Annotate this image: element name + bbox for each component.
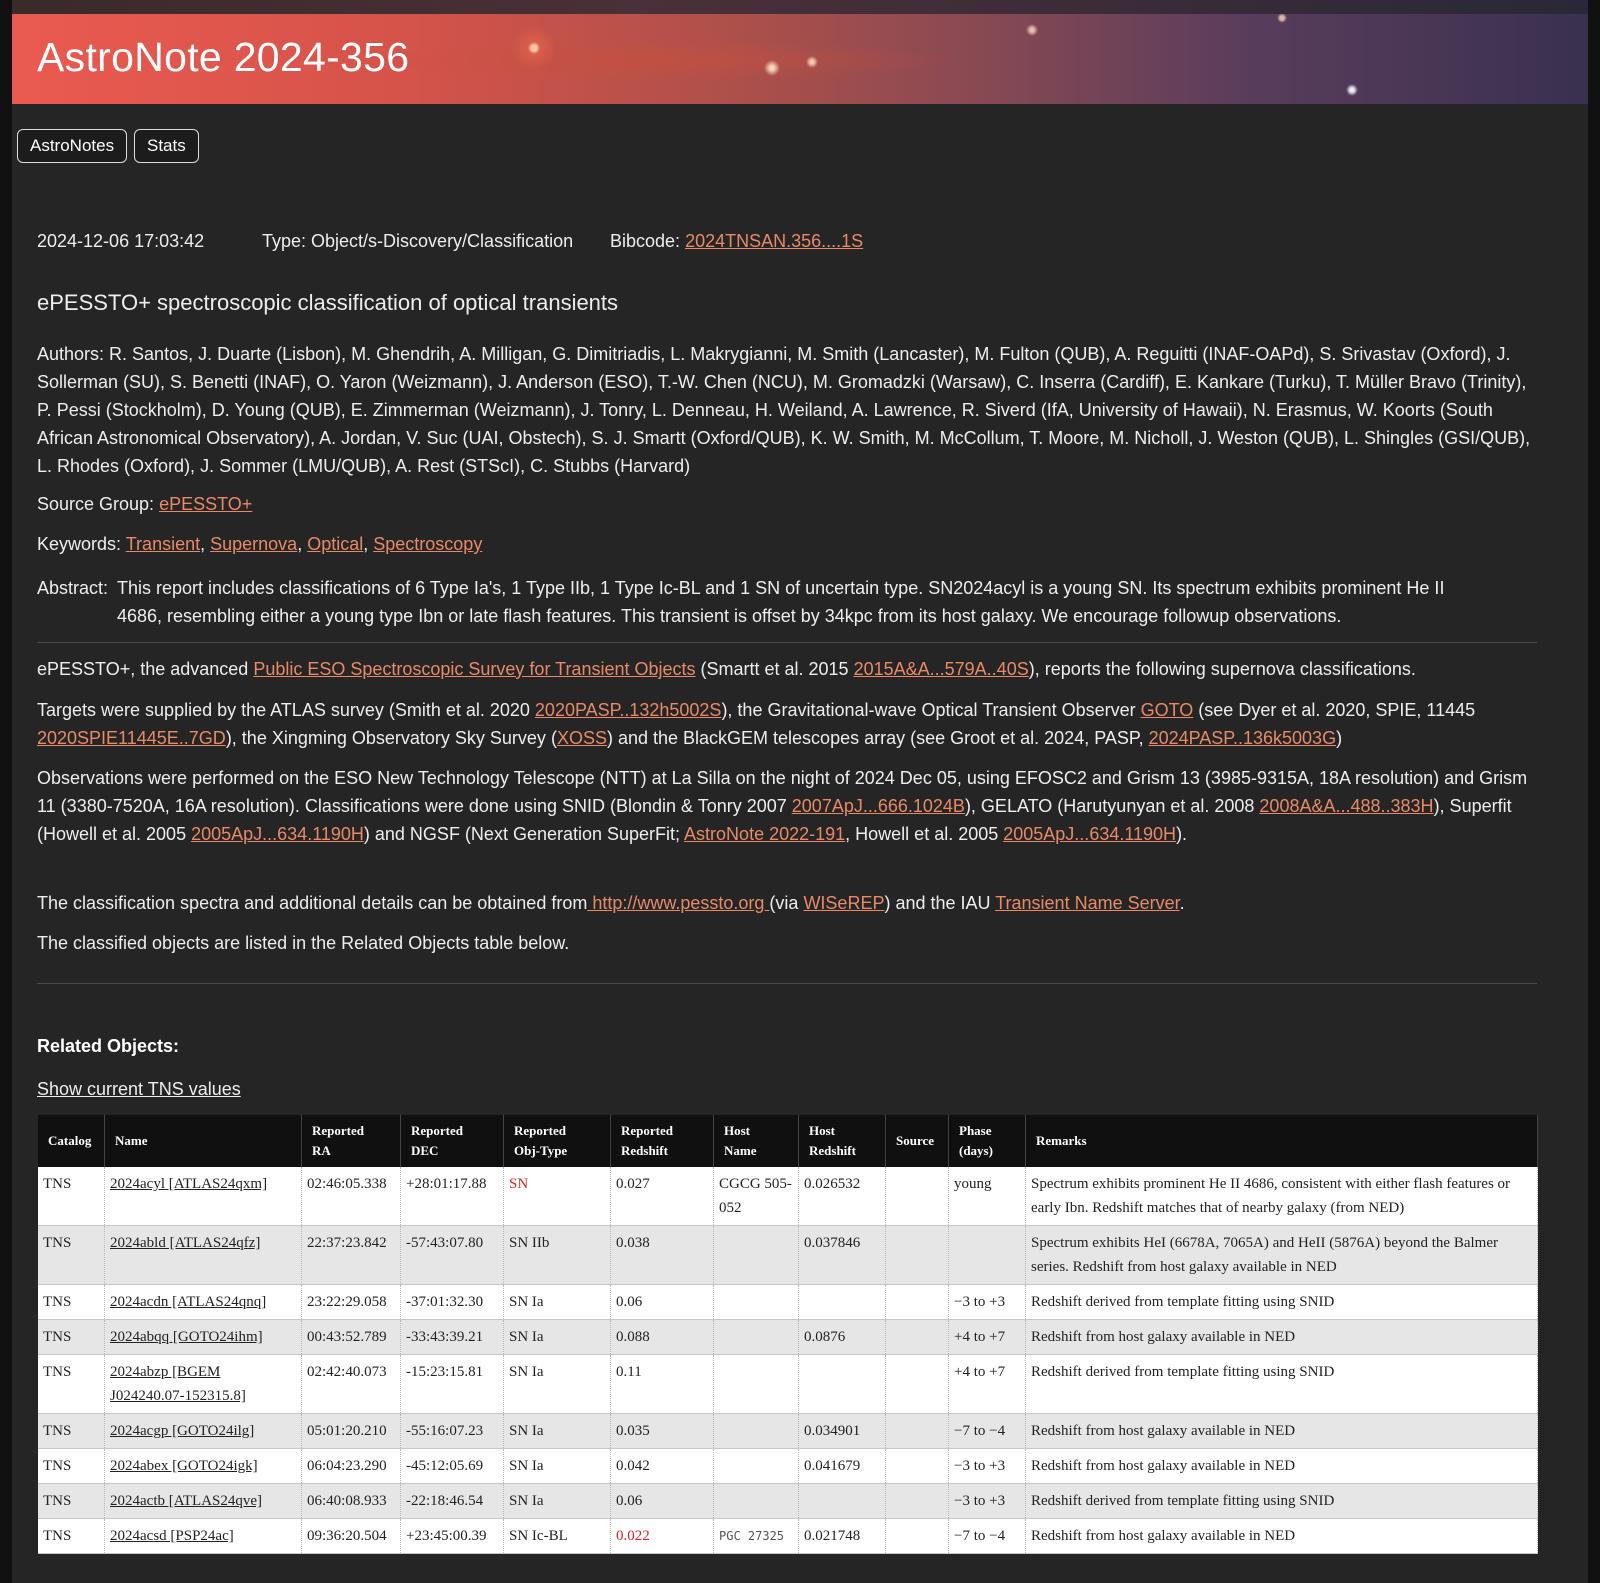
text: ), GELATO (Harutyunyan et al. 2008 [964,796,1260,816]
cell-name[interactable] [105,1519,302,1554]
text: (Smartt et al. 2015 [695,659,854,679]
col-host-redshift[interactable] [799,1115,886,1167]
cell-remarks: Redshift derived from template fitting using SNID [1026,1484,1538,1519]
object-name-link[interactable]: 2024abzp [BGEM J024240.07-152315.8] [110,1364,246,1404]
wiserep-link[interactable]: WISeREP [803,893,885,913]
cell-remarks: Redshift from host galaxy available in NED [1026,1320,1538,1355]
ref-link[interactable]: 2020PASP..132h5002S [534,700,722,720]
cell-objtype: SN Ic-BL [504,1519,611,1554]
divider [37,642,1537,643]
col-redshift[interactable] [611,1115,714,1167]
spectra-paragraph [37,889,1537,917]
keywords-label: Keywords: [37,534,122,554]
cell-catalog: TNS [38,1320,105,1355]
related-objects-heading: Related Objects: [37,1036,180,1056]
cell-catalog: TNS [38,1414,105,1449]
cell-objtype: SN Ia [504,1355,611,1414]
header-label: Name [724,1143,757,1158]
cell-remarks: Spectrum exhibits prominent He II 4686, consistent with either flash features or early Ibn. Redshift matches that of nearby galaxy (from NED) [1026,1167,1538,1226]
cell-ra: 22:37:23.842 [302,1226,401,1285]
cell-host-redshift: 0.041679 [799,1449,886,1484]
cell-remarks: Redshift from host galaxy available in NED [1026,1414,1538,1449]
header-label: Reported [621,1123,673,1138]
cell-catalog: TNS [38,1226,105,1285]
cell-redshift: 0.06 [611,1484,714,1519]
cell-dec: +23:45:00.39 [401,1519,504,1554]
divider [37,983,1537,984]
cell-host-redshift: 0.037846 [799,1226,886,1285]
cell-ra: 00:43:52.789 [302,1320,401,1355]
note-title: ePESSTO+ spectroscopic classification of optical transients [37,290,619,315]
abstract-text: This report includes classifications of 6 Type Ia's, 1 Type IIb, 1 Type Ic-BL and 1 SN of uncertain type. SN2024acyl is a young SN. Its spectrum exhibits prominent He II 4686, resembling either a young type Ibn or late flash features. This transient is offset by 34kpc from its host galaxy. We encourage followup observations. [117,578,1445,626]
cell-name[interactable] [105,1285,302,1320]
cell-host-redshift: 0.034901 [799,1414,886,1449]
table-row [38,1519,1538,1554]
header-label: Remarks [1036,1133,1087,1148]
object-name-link[interactable]: 2024abex [GOTO24igk] [110,1458,258,1474]
text: . [1179,893,1185,913]
cell-phase: young [949,1167,1026,1226]
cell-redshift: 0.038 [611,1226,714,1285]
cell-source [886,1414,949,1449]
cell-host-name [714,1414,799,1449]
cell-host-redshift [799,1355,886,1414]
text: ), reports the following supernova classifications. [1028,659,1416,679]
cell-host-name [714,1355,799,1414]
text: Observations were performed on the ESO New Technology Telescope (NTT) at La Silla on the night of 2024 Dec 05, using EFOSC2 and Grism 13 (3985-9315A, 18A resolution) and Grism 11 (3380-7520A, 16A resolution). Classifications were done using SNID (Blondin & Tonry 2007 [37,768,1528,816]
cell-host-redshift: 0.0876 [799,1320,886,1355]
cell-dec: +28:01:17.88 [401,1167,504,1226]
table-row [38,1285,1538,1320]
cell-phase: −7 to −4 [949,1414,1026,1449]
keyword-link[interactable]: Supernova [210,534,298,554]
cell-host-redshift: 0.026532 [799,1167,886,1226]
cell-redshift: 0.11 [611,1355,714,1414]
cell-name[interactable] [105,1320,302,1355]
col-remarks[interactable] [1026,1115,1538,1167]
cell-objtype: SN Ia [504,1414,611,1449]
xoss-link[interactable]: XOSS [556,728,607,748]
table-row [38,1484,1538,1519]
cell-catalog: TNS [38,1484,105,1519]
text: ), the Gravitational-wave Optical Transient Observer [721,700,1141,720]
cell-ra: 02:42:40.073 [302,1355,401,1414]
cell-ra: 05:01:20.210 [302,1414,401,1449]
cell-source [886,1226,949,1285]
cell-redshift: 0.022 [611,1519,714,1554]
ref-link[interactable]: 2024PASP..136k5003G [1148,728,1337,748]
source-group-label: Source Group: [37,494,155,514]
cell-redshift: 0.035 [611,1414,714,1449]
col-dec[interactable] [401,1115,504,1167]
text: ). [1176,824,1188,844]
table-row [38,1355,1538,1414]
cell-source [886,1449,949,1484]
show-tns-values-link[interactable]: Show current TNS values [37,1079,241,1099]
cell-phase: +4 to +7 [949,1355,1026,1414]
bibcode-row [610,231,863,252]
astronotes-button[interactable]: AstroNotes [17,129,127,163]
cell-objtype: SN IIb [504,1226,611,1285]
cell-name[interactable] [105,1226,302,1285]
stats-button[interactable]: Stats [134,129,199,163]
cell-ra: 06:40:08.933 [302,1484,401,1519]
text: ) and the IAU [884,893,996,913]
object-name-link[interactable]: 2024actb [ATLAS24qve] [110,1493,263,1509]
cell-dec: -22:18:46.54 [401,1484,504,1519]
object-name-link[interactable]: 2024acdn [ATLAS24qnq] [110,1294,267,1310]
header-label: Reported [514,1123,566,1138]
goto-link[interactable]: GOTO [1140,700,1194,720]
cell-catalog: TNS [38,1285,105,1320]
col-source[interactable] [886,1115,949,1167]
table-row [38,1414,1538,1449]
header-label: Host [809,1123,835,1138]
cell-name[interactable] [105,1484,302,1519]
cell-dec: -33:43:39.21 [401,1320,504,1355]
cell-name[interactable] [105,1414,302,1449]
cell-redshift: 0.027 [611,1167,714,1226]
cell-host-name [714,1285,799,1320]
table-header-row [38,1115,1538,1167]
col-host-name[interactable] [714,1115,799,1167]
bibcode-link[interactable]: 2024TNSAN.356....1S [685,231,864,251]
cell-ra: 02:46:05.338 [302,1167,401,1226]
table-row [38,1167,1538,1226]
text: ), Superfit (Howell et al. 2005 [37,796,1512,844]
text: ) and the BlackGEM telescopes array (see Groot et al. 2024, PASP, [606,728,1149,748]
cell-source [886,1285,949,1320]
header-label: Redshift [809,1143,856,1158]
cell-source [886,1320,949,1355]
cell-phase: −3 to +3 [949,1484,1026,1519]
header-label: Catalog [48,1133,92,1148]
cell-name[interactable] [105,1355,302,1414]
cell-dec: -57:43:07.80 [401,1226,504,1285]
header-label: Redshift [621,1143,668,1158]
header-banner [12,0,1588,104]
keyword-link[interactable]: Spectroscopy [373,534,483,554]
cell-host-redshift: 0.021748 [799,1519,886,1554]
col-name[interactable] [105,1115,302,1167]
cell-source [886,1519,949,1554]
text: , Howell et al. 2005 [845,824,1004,844]
source-group-row [37,490,1537,518]
cell-ra: 06:04:23.290 [302,1449,401,1484]
cell-objtype: SN Ia [504,1449,611,1484]
object-name-link[interactable]: 2024acsd [PSP24ac] [110,1528,234,1544]
abstract [37,574,1537,630]
ref-link[interactable]: 2008A&A...488..383H [1259,796,1434,816]
header-label: Reported [411,1123,463,1138]
banner-top-strip [12,0,1588,14]
object-name-link[interactable]: 2024abld [ATLAS24qfz] [110,1235,261,1251]
text: ) and NGSF (Next Generation SuperFit; [363,824,685,844]
object-name-link[interactable]: 2024acgp [GOTO24ilg] [110,1423,255,1439]
cell-host-redshift [799,1285,886,1320]
cell-phase [949,1226,1026,1285]
table-row [38,1226,1538,1285]
header-label: RA [312,1143,331,1158]
listed-paragraph: The classified objects are listed in the Related Objects table below. [37,933,570,953]
cell-host-redshift [799,1484,886,1519]
intro-paragraph [37,655,1537,683]
cell-phase: +4 to +7 [949,1320,1026,1355]
cell-remarks: Redshift from host galaxy available in NED [1026,1449,1538,1484]
cell-host-name: PGC 27325 [714,1519,799,1554]
cell-objtype: SN Ia [504,1484,611,1519]
col-phase[interactable] [949,1115,1026,1167]
object-name-link[interactable]: 2024acyl [ATLAS24qxm] [110,1176,268,1192]
cell-remarks: Redshift from host galaxy available in NED [1026,1519,1538,1554]
ref-link[interactable]: 2020SPIE11445E..7GD [37,728,226,748]
pessto-survey-link[interactable]: Public ESO Spectroscopic Survey for Transient Objects [253,659,696,679]
cell-remarks: Redshift derived from template fitting using SNID [1026,1355,1538,1414]
cell-source [886,1167,949,1226]
cell-name[interactable] [105,1449,302,1484]
table-row [38,1320,1538,1355]
text: ) [1336,728,1343,748]
header-label: DEC [411,1143,439,1158]
source-group-link[interactable]: ePESSTO+ [159,494,253,514]
cell-host-name [714,1449,799,1484]
cell-dec: -15:23:15.81 [401,1355,504,1414]
astronote-link[interactable]: AstroNote 2022-191 [684,824,846,844]
cell-objtype: SN Ia [504,1285,611,1320]
ref-link[interactable]: 2005ApJ...634.1190H [1003,824,1177,844]
text: (via [769,893,804,913]
header-label: Host [724,1123,750,1138]
cell-source [886,1355,949,1414]
col-catalog[interactable] [38,1115,105,1167]
cell-phase: −3 to +3 [949,1285,1026,1320]
cell-objtype: SN [504,1167,611,1226]
keyword-link[interactable]: Transient [125,534,201,554]
text: ), the Xingming Observatory Sky Survey ( [225,728,557,748]
cell-catalog: TNS [38,1449,105,1484]
object-name-link[interactable]: 2024abqq [GOTO24ihm] [110,1329,263,1345]
bibcode-label: Bibcode: [610,231,681,251]
cell-redshift: 0.06 [611,1285,714,1320]
header-label: (days) [959,1143,993,1158]
cell-host-name: CGCG 505-052 [714,1167,799,1226]
ref-link[interactable]: 2015A&A...579A..40S [853,659,1029,679]
header-label: Source [896,1133,935,1148]
cell-objtype: SN Ia [504,1320,611,1355]
cell-source [886,1484,949,1519]
authors: Authors: R. Santos, J. Duarte (Lisbon), M. Ghendrih, A. Milligan, G. Dimitriadis, L. Makrygianni, M. Smith (Lancaster), M. Fulton (QUB), A. Reguitti (INAF-OAPd), S. Srivastav (Oxford), J. Sollerman (SU), S. Benetti (INAF), O. Yaron (Weizmann), J. Anderson (ESO), T.-W. Chen (NCU), M. Gromadzki (Warsaw), C. Inserra (Cardiff), E. Kankare (Turku), T. Müller Bravo (Trinity), P. Pessi (Stockholm), D. Young (QUB), E. Zimmerman (Weizmann), J. Tonry, L. Denneau, H. Weiland, A. Lawrence, R. Siverd (IfA, University of Hawaii), N. Erasmus, W. Koorts (South African Astronomical Observatory), A. Jordan, V. Suc (UAI, Obstech), S. J. Smartt (Oxford/QUB), K. W. Smith, M. McCollum, T. Moore, M. Nicholl, J. Weston (QUB), L. Shingles (GSI/QUB), L. Rhodes (Oxford), J. Sommer (LMU/QUB), A. Rest (STScI), C. Stubbs (Harvard) [37,344,1531,476]
text: ePESSTO+, the advanced [37,659,254,679]
cell-catalog: TNS [38,1355,105,1414]
cell-remarks: Redshift derived from template fitting using SNID [1026,1285,1538,1320]
header-label: Reported [312,1123,364,1138]
cell-dec: -55:16:07.23 [401,1414,504,1449]
text: (see Dyer et al. 2020, SPIE, 11445 [1193,700,1476,720]
keyword-link[interactable]: Optical [307,534,364,554]
cell-phase: −7 to −4 [949,1519,1026,1554]
cell-host-name [714,1320,799,1355]
note-type: Type: Object/s-Discovery/Classification [262,231,574,251]
page-title: AstroNote 2024-356 [37,34,410,80]
text: The classification spectra and additional details can be obtained from [37,893,588,913]
col-objtype[interactable] [504,1115,611,1167]
cell-host-name [714,1484,799,1519]
cell-redshift: 0.042 [611,1449,714,1484]
ref-link[interactable]: 2007ApJ...666.1024B [791,796,965,816]
col-ra[interactable] [302,1115,401,1167]
cell-remarks: Spectrum exhibits HeI (6678A, 7065A) and HeII (5876A) beyond the Balmer series. Redshift from host galaxy available in NED [1026,1226,1538,1285]
header-label: Obj-Type [514,1143,568,1158]
abstract-label: Abstract: [37,578,109,598]
page-frame [12,0,1588,1583]
cell-host-name [714,1226,799,1285]
ref-link[interactable]: 2005ApJ...634.1190H [191,824,364,844]
cell-dec: -37:01:32.30 [401,1285,504,1320]
header-label: Name [115,1133,148,1148]
pessto-url-link[interactable]: http://www.pessto.org [587,893,770,913]
text: Targets were supplied by the ATLAS survey (Smith et al. 2020 [37,700,535,720]
cell-redshift: 0.088 [611,1320,714,1355]
cell-catalog: TNS [38,1167,105,1226]
related-objects-table [38,1115,1538,1554]
header-label: Phase [959,1123,992,1138]
table-row [38,1449,1538,1484]
targets-paragraph [37,696,1537,752]
cell-name[interactable] [105,1167,302,1226]
cell-ra: 09:36:20.504 [302,1519,401,1554]
cell-ra: 23:22:29.058 [302,1285,401,1320]
keywords-row: Keywords: Transient, Supernova, Optical, Spectroscopy [37,534,483,554]
note-date: 2024-12-06 17:03:42 [37,231,205,251]
observations-paragraph [37,764,1537,848]
cell-dec: -45:12:05.69 [401,1449,504,1484]
cell-phase: −3 to +3 [949,1449,1026,1484]
tns-link[interactable]: Transient Name Server [995,893,1180,913]
cell-catalog: TNS [38,1519,105,1554]
